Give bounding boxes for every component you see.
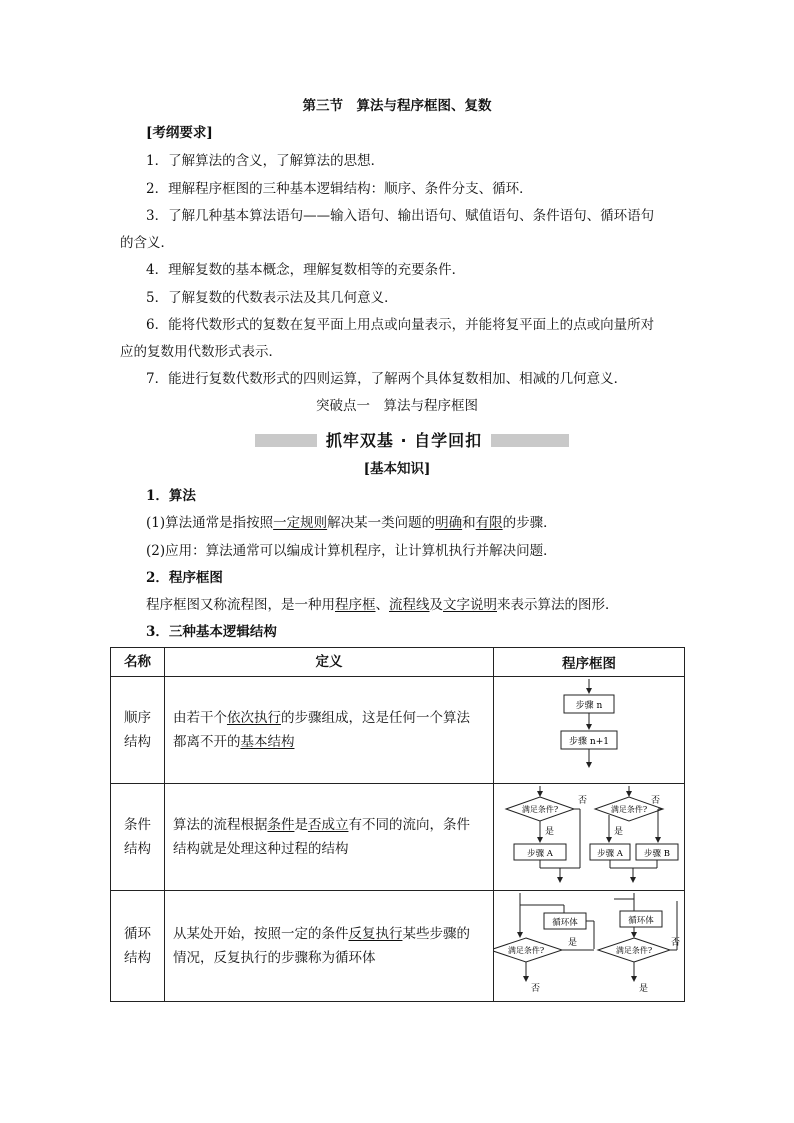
step-a-label: 步骤 A: [597, 849, 623, 859]
requirement-item: 3．了解几种基本算法语句——输入语句、输出语句、赋值语句、条件语句、循环语句: [146, 208, 655, 224]
row-definition: 从某处开始，按照一定的条件反复执行某些步骤的 情况，反复执行的步骤称为循环体: [164, 891, 493, 1002]
banner-right-bar: [491, 434, 569, 447]
yes-label: 是: [638, 984, 648, 994]
condition-label: 满足条件?: [521, 805, 559, 814]
knowledge-heading: [基本知识]: [363, 461, 431, 477]
knowledge-heading-structures: 3．三种基本逻辑结构: [146, 624, 277, 640]
yes-label: 是: [567, 938, 577, 948]
algorithm-definition: (1)算法通常是指按照一定规则解决某一类问题的明确和有限的步骤．: [146, 515, 557, 531]
condition-label: 满足条件?: [615, 946, 653, 955]
loop-diagram: [494, 891, 684, 997]
knowledge-heading-algorithm: 1．算法: [146, 488, 196, 504]
header-name: 名称: [111, 648, 165, 677]
row-name: 顺序 结构: [111, 677, 165, 784]
header-definition: 定义: [164, 648, 493, 677]
loop-flowchart: [493, 891, 684, 1002]
subsection-title: 突破点一 算法与程序框图: [316, 398, 478, 414]
section-title: 第三节 算法与程序框图、复数: [302, 98, 492, 114]
row-name: 循环 结构: [111, 891, 165, 1002]
structures-table: [110, 647, 685, 1002]
banner-title: 抓牢双基 · 自学回扣: [325, 431, 483, 450]
flowchart-definition: 程序框图又称流程图，是一种用程序框、流程线及文字说明来表示算法的图形．: [146, 597, 619, 613]
requirement-item: 1．了解算法的含义，了解算法的思想．: [146, 153, 385, 169]
row-definition: 算法的流程根据条件是否成立有不同的流向，条件 结构就是处理这种过程的结构: [164, 784, 493, 891]
conditional-diagram: [494, 784, 684, 886]
requirement-item: 2．理解程序框图的三种基本逻辑结构：顺序、条件分支、循环．: [146, 181, 533, 197]
requirement-item: 的含义．: [120, 235, 174, 251]
no-label: 否: [577, 796, 587, 806]
sequential-diagram: [494, 677, 684, 779]
algorithm-application: (2)应用：算法通常可以编成计算机程序，让计算机执行并解决问题．: [146, 543, 557, 559]
requirement-item: 6．能将代数形式的复数在复平面上用点或向量表示，并能将复平面上的点或向量所对: [146, 317, 655, 333]
step-a-label: 步骤 A: [527, 849, 553, 859]
table-row: [111, 677, 685, 784]
table-header-row: [111, 648, 685, 677]
banner-left-bar: [255, 434, 317, 447]
knowledge-heading-flowchart: 2．程序框图: [146, 570, 223, 586]
table-row: [111, 784, 685, 891]
requirements-heading: [考纲要求]: [146, 125, 213, 141]
condition-label: 满足条件?: [610, 805, 648, 814]
condition-label: 满足条件?: [507, 946, 545, 955]
step-b-label: 步骤 B: [644, 849, 670, 859]
requirement-item: 5．了解复数的代数表示法及其几何意义．: [146, 290, 398, 306]
requirement-item: 7．能进行复数代数形式的四则运算，了解两个具体复数相加、相减的几何意义．: [146, 371, 628, 387]
table-row: [111, 891, 685, 1002]
step-n-label: 步骤 n: [575, 701, 603, 711]
step-n1-label: 步骤 n+1: [569, 737, 609, 747]
no-label: 否: [650, 796, 660, 806]
yes-label: 是: [613, 827, 623, 837]
requirement-item: 应的复数用代数形式表示．: [120, 344, 282, 360]
no-label: 否: [670, 938, 680, 948]
loop-body-label: 循环体: [552, 918, 578, 928]
loop-body-label: 循环体: [628, 916, 654, 926]
row-name: 条件 结构: [111, 784, 165, 891]
header-flowchart: 程序框图: [493, 648, 684, 677]
yes-label: 是: [544, 827, 554, 837]
sequential-flowchart: [493, 677, 684, 784]
row-definition: 由若干个依次执行的步骤组成，这是任何一个算法 都离不开的基本结构: [164, 677, 493, 784]
conditional-flowchart: [493, 784, 684, 891]
requirement-item: 4．理解复数的基本概念，理解复数相等的充要条件．: [146, 262, 466, 278]
no-label: 否: [530, 984, 540, 994]
